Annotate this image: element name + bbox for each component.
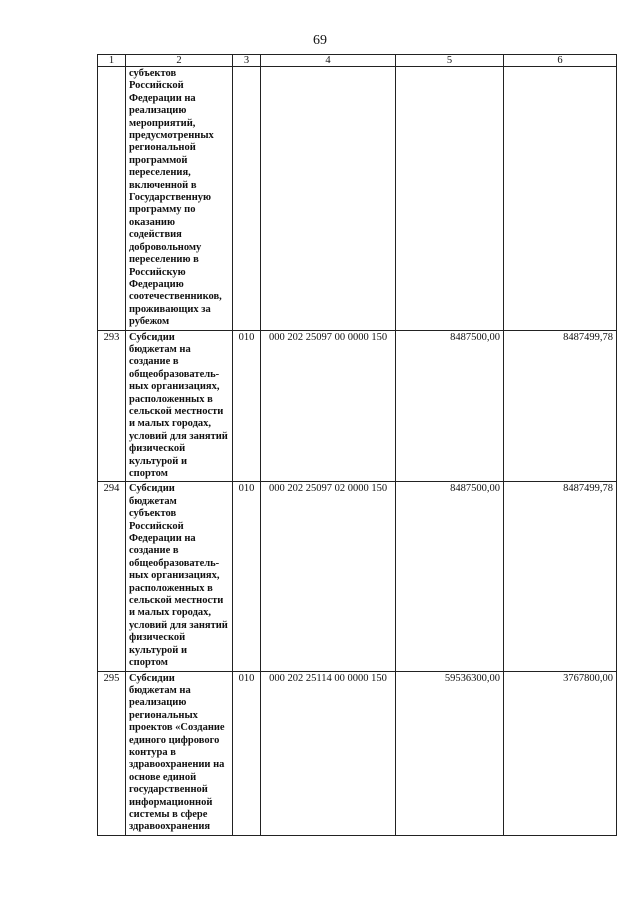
description-line: основе единой bbox=[129, 771, 197, 783]
description-line: бюджетам bbox=[129, 495, 177, 507]
planned-amount: 59536300,00 bbox=[396, 671, 504, 835]
description-line: расположенных в bbox=[129, 393, 213, 405]
description-line: реализацию bbox=[129, 105, 187, 117]
column-header: 3 bbox=[233, 55, 261, 67]
actual-amount: 8487499,78 bbox=[504, 482, 617, 671]
planned-amount bbox=[396, 67, 504, 331]
description-line: проживающих за bbox=[129, 303, 211, 315]
description-line: ных организациях, bbox=[129, 381, 220, 393]
description-line: Государственную bbox=[129, 192, 212, 204]
admin-code: 010 bbox=[233, 482, 261, 671]
description-line: включенной в bbox=[129, 179, 197, 191]
description-line: мероприятий, bbox=[129, 117, 196, 129]
header-row bbox=[98, 55, 617, 67]
budget-classification-code bbox=[261, 67, 396, 331]
row-number: 295 bbox=[98, 671, 126, 835]
description-line: переселению в bbox=[129, 254, 199, 266]
description-line: проектов «Создание bbox=[129, 722, 225, 734]
description-line: соотечественников, bbox=[129, 291, 222, 303]
description-line: субъектов bbox=[129, 508, 177, 520]
column-header: 2 bbox=[126, 55, 233, 67]
description-line: единого цифрового bbox=[129, 734, 220, 746]
planned-amount: 8487500,00 bbox=[396, 330, 504, 482]
column-header: 1 bbox=[98, 55, 126, 67]
column-header: 6 bbox=[504, 55, 617, 67]
description-line: здравоохранении на bbox=[129, 759, 225, 771]
description-line: Федерацию bbox=[129, 278, 184, 290]
description-line: создание в bbox=[129, 545, 179, 557]
table-row bbox=[98, 67, 617, 331]
description-line: региональной bbox=[129, 142, 196, 154]
description-line: бюджетам на bbox=[129, 684, 191, 696]
description-line: региональных bbox=[129, 709, 198, 721]
row-description bbox=[126, 67, 233, 331]
description-line: контура в bbox=[129, 746, 176, 758]
description-line: спортом bbox=[129, 657, 168, 669]
description-line: и малых городах, bbox=[129, 607, 212, 619]
description-line: системы в сфере bbox=[129, 808, 208, 820]
description-line: расположенных в bbox=[129, 582, 213, 594]
description-line: информационной bbox=[129, 796, 213, 808]
description-line: реализацию bbox=[129, 697, 187, 709]
admin-code: 010 bbox=[233, 671, 261, 835]
budget-classification-code: 000 202 25114 00 0000 150 bbox=[261, 671, 396, 835]
description-line: субъектов bbox=[129, 68, 177, 79]
admin-code bbox=[233, 67, 261, 331]
table-row bbox=[98, 671, 617, 835]
description-line: ных организациях, bbox=[129, 570, 220, 582]
description-line: общеобразователь- bbox=[129, 557, 220, 569]
description-line: Федерации на bbox=[129, 92, 196, 104]
table-row bbox=[98, 330, 617, 482]
row-number: 293 bbox=[98, 330, 126, 482]
column-header: 5 bbox=[396, 55, 504, 67]
description-line: Российской bbox=[129, 80, 184, 92]
description-line: здравоохранения bbox=[129, 821, 211, 833]
page-number: 69 bbox=[313, 33, 327, 48]
description-line: рубежом bbox=[129, 316, 170, 328]
row-description bbox=[126, 330, 233, 482]
description-line: добровольному bbox=[129, 241, 202, 253]
description-line: программой bbox=[129, 154, 188, 166]
description-line: и малых городах, bbox=[129, 418, 212, 430]
description-line: условий для занятий bbox=[129, 430, 228, 442]
budget-classification-code: 000 202 25097 00 0000 150 bbox=[261, 330, 396, 482]
description-line: Российскую bbox=[129, 266, 186, 278]
description-line: бюджетам на bbox=[129, 343, 191, 355]
description-line: условий для занятий bbox=[129, 619, 228, 631]
row-description bbox=[126, 671, 233, 835]
description-line: Федерации на bbox=[129, 533, 196, 545]
description-line: создание в bbox=[129, 356, 179, 368]
planned-amount: 8487500,00 bbox=[396, 482, 504, 671]
description-line: культурой и bbox=[129, 644, 188, 656]
row-number bbox=[98, 67, 126, 331]
description-line: оказанию bbox=[129, 216, 175, 228]
description-line: переселения, bbox=[129, 167, 191, 179]
budget-classification-code: 000 202 25097 02 0000 150 bbox=[261, 482, 396, 671]
description-line: Субсидии bbox=[129, 483, 175, 495]
description-line: сельской местности bbox=[129, 405, 224, 417]
description-line: физической bbox=[129, 632, 186, 644]
description-line: культурой и bbox=[129, 455, 188, 467]
description-line: содействия bbox=[129, 229, 182, 241]
description-line: общеобразователь- bbox=[129, 368, 220, 380]
description-line: предусмотренных bbox=[129, 130, 214, 142]
description-line: физической bbox=[129, 443, 186, 455]
description-line: Субсидии bbox=[129, 331, 175, 343]
description-line: Субсидии bbox=[129, 672, 175, 684]
budget-table bbox=[97, 54, 617, 836]
column-header: 4 bbox=[261, 55, 396, 67]
description-line: спортом bbox=[129, 468, 168, 479]
admin-code: 010 bbox=[233, 330, 261, 482]
actual-amount: 8487499,78 bbox=[504, 330, 617, 482]
table-row bbox=[98, 482, 617, 671]
description-line: сельской местности bbox=[129, 595, 224, 607]
actual-amount bbox=[504, 67, 617, 331]
description-line: Российской bbox=[129, 520, 184, 532]
row-description bbox=[126, 482, 233, 671]
description-line: программу по bbox=[129, 204, 196, 216]
actual-amount: 3767800,00 bbox=[504, 671, 617, 835]
description-line: государственной bbox=[129, 784, 208, 796]
row-number: 294 bbox=[98, 482, 126, 671]
